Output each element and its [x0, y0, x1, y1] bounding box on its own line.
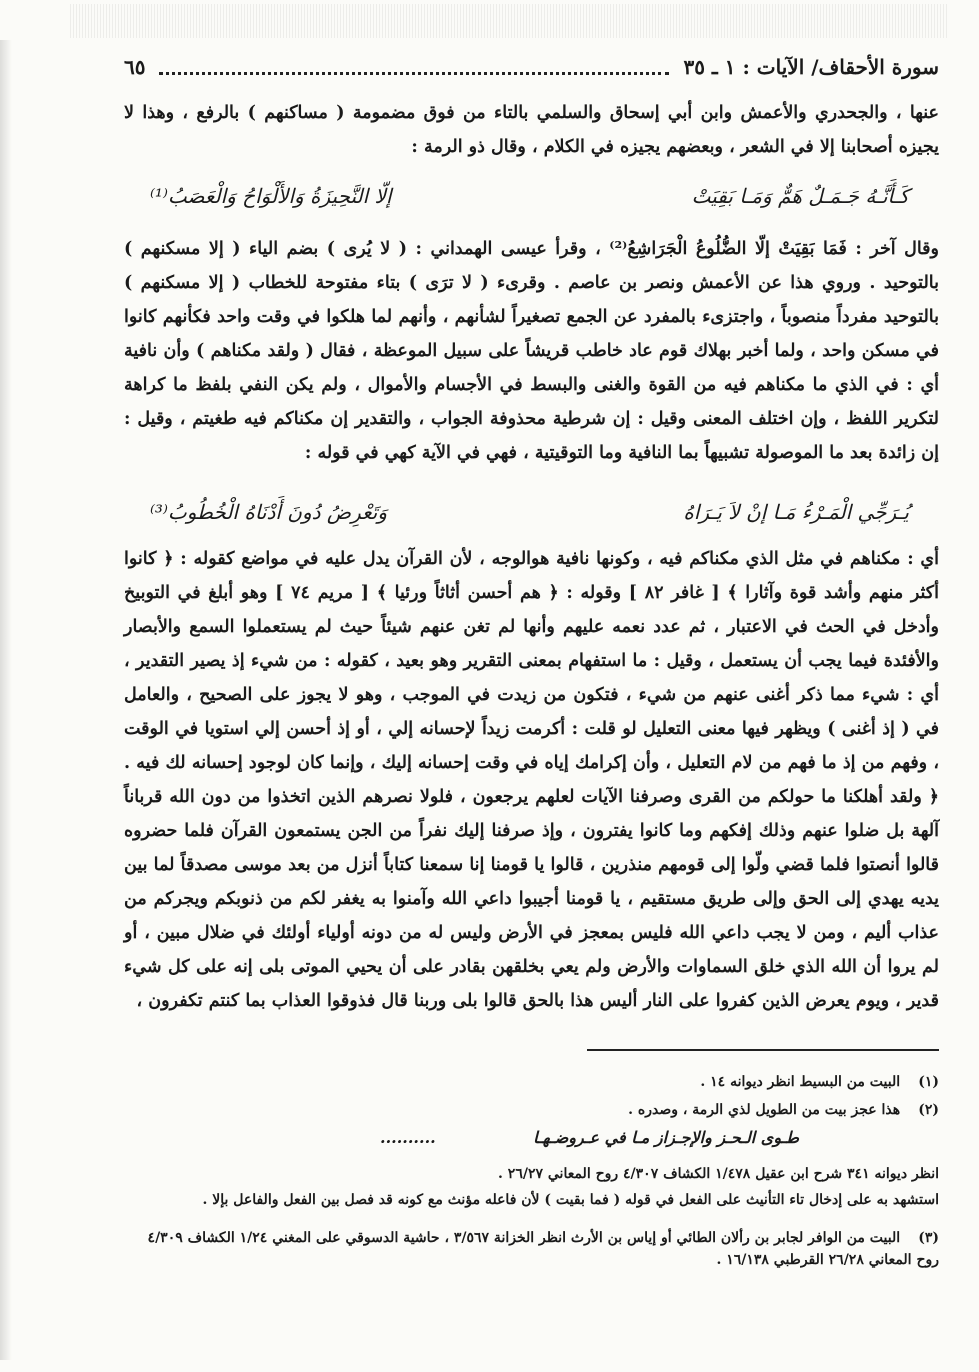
poetry-verse-1 [150, 176, 909, 216]
footnote-2-number: (٢) [918, 1102, 939, 1118]
footnote-2-verse-dots: .......... [380, 1128, 436, 1147]
footnote-2-note: استشهد به على إدخال تاء التأنيث على الفعل في قوله ( فما بقيت ) لأن فاعله مؤنث مع كونه قد فصل بين الفعل والفاعل بإلا . [202, 1192, 939, 1208]
paragraph-1: عنها ، والجحدري والأعمش وابن أبي إسحاق والسلمي بالتاء من فوق مضمومة ( مساكنهم ) بالرفع ، وهذا لا يجيزه أصحابنا إلا في الشعر ، وبعضهم يجيزه في الكلام ، وقال ذو الرمة : [124, 103, 939, 157]
footnote-3-number: (٣) [918, 1230, 939, 1246]
footnote-1 [124, 1071, 939, 1093]
footnote-2-text: هذا عجز بيت من الطويل لذي الرمة ، وصدره . [628, 1102, 901, 1118]
verse-2-first-hemistich: يُـرَجِّي الْمَـرْءُ مَـا إنْ لاَ يَـرَاهُ [683, 500, 909, 524]
footnote-2 [124, 1099, 939, 1121]
paragraph-2: وقال آخر : فَمَا بَقِيَتْ إلّا الضُّلُوعُ الْجَرَاشِعُ⁽²⁾ ، وقرأ عيسى الهمداني : ( لا يُرى ) بضم الياء ( إلا مسكنهم ) بالتوحيد . وروي هذا عن الأعمش ونصر بن عاصم . وقرىء ( لا ترَى ) بتاء مفتوحة للخطاب ( إلا مسكنهم ) بالتوحيد مفرداً منصوباً ، واجتزىء بالمفرد عن الجمع تصغيراً لشأنهم ، وأنهم لما هلكوا في وقت واحد فكأنهم كانوا في مسكن واحد ، ولما أخبر بهلاك قوم عاد خاطب قريشاً على سبيل الموعظة ، فقال ( ولقد مكناهم ) وأن نافية أي : في الذي ما مكناهم فيه من القوة والغنى والبسط في الأجسام والأموال ، ولم يكن النفي بلفظ ما كراهة لتكرير اللفظ ، وإن اختلف المعنى وقيل : إن شرطية محذوفة الجواب ، والتقدير إن مكناكم فيه طغيتم ، وقيل : إن زائدة بعد ما الموصولة تشبيهاً بما النافية وما التوقيتية ، فهي في الآية كهي في قوله : [124, 239, 939, 463]
footnote-2-verse [380, 1127, 799, 1149]
surah-title: سورة الأحقاف/ الآيات : ١ ـ ٣٥ [683, 55, 939, 79]
paragraph-3: أي : مكناهم في مثل الذي مكناكم فيه ، وكونها نافية هوالوجه ، لأن القرآن يدل عليه في مواضع كقوله : ﴿ كانوا أكثر منهم وأشد قوة وآثارا ﴾ [ غافر ٨٢ ] وقوله : ﴿ هم أحسن أثاثاً ورئيا ﴾ [ مريم ٧٤ ] وهو أبلغ في التوبيخ وأدخل في الحث في الاعتبار ، ثم عدد نعمه عليهم وأنها لم تغن عنهم شيئاً حيث لم يستعملوا السمع والأبصار والأفئدة فيما يجب أن يستعمل ، وقيل : ما استفهام بمعنى التقرير وهو بعيد ، كقوله : من شيء إذ يصير التقدير ، أي : شيء مما ذكر أغنى عنهم من شيء ، فتكون من زيدت في الموجب ، وهو لا يجوز على الصحيح ، والعامل في ( إذ أغنى ) ويظهر فيها معنى التعليل لو قلت : أكرمت زيداً لإحسانه إلي ، أو إذ أحسن إلي استويا في الوقت ، وفهم من إذ ما فهم من لام التعليل ، وأن إكرامك إياه في وقت إحسانه إليك ، وإنما كان لوجود إحسانه لك فيه . ﴿ ولقد أهلكنا ما حولكم من القرى وصرفنا الآيات لعلهم يرجعون ، فلولا نصرهم الذين اتخذوا من دون الله قرباناً آلهة بل ضلوا عنهم وذلك إفكهم وما كانوا يفترون ، وإذ صرفنا إليك نفراً من الجن يستمعون القرآن فلما حضروه قالوا أنصتوا فلما قضي ولّوا إلى قومهم منذرين ، قالوا يا قومنا إنا سمعنا كتاباً أنزل من بعد موسى مصدقاً لما بين يديه يهدي إلى الحق وإلى طريق مستقيم ، يا قومنا أجيبوا داعي الله وآمنوا به يغفر لكم من ذنوبكم ويجركم من عذاب أليم ، ومن لا يجب داعي الله فليس بمعجز في الأرض وليس له من دونه أولياء أولئك في ضلال مبين ، أو لم يروا أن الله الذي خلق السماوات والأرض ولم يعي بخلقهن بقادر على أن يحيي الموتى بلى إنه على كل شيء قدير ، ويوم يعرض الذين كفروا على النار أليس هذا بالحق قالوا بلى وربنا قال فذوقوا العذاب بما كنتم تكفرون ، [124, 549, 939, 1011]
page-scan-edge [70, 4, 949, 38]
footnote-separator [587, 1049, 939, 1051]
page-binding-shadow [0, 40, 12, 1360]
footnote-1-text: البيت من البسيط انظر ديوانه ١٤ . [700, 1074, 901, 1090]
header-dotted-leader [159, 60, 669, 75]
footnote-3-text: البيت من الوافر لجابر بن رألان الطائي أو إياس بن الأرث انظر الخزانة ٣/٥٦٧ ، حاشية الدسوقي على المغني ١/٢٤ الكشاف ٤/٣٠٩ روح المعاني ٢٦/٢٨ القرطبي ١٦/١٣٨ . [147, 1230, 939, 1268]
verse-1-second-hemistich: إلّا النَّحِيزَةُ وَالأَلْوَاحُ وَالْعَصَبُ⁽¹⁾ [150, 184, 392, 208]
footnote-3 [124, 1227, 939, 1291]
verse-2-second-hemistich: وَتَعْرِضُ دُونَ أَدْنَاهُ الْخُطُوبُ⁽³⁾ [150, 500, 388, 524]
footnote-2-reference: انظر ديوانه ٣٤١ شرح ابن عقيل ١/٤٧٨ الكشاف ٤/٣٠٧ روح المعاني ٢٦/٢٧ . [498, 1166, 939, 1182]
footnote-1-number: (١) [918, 1074, 939, 1090]
footnote-2-verse-first: طـوى الـحـز والإجـزاز مـا في عـروضـهـا [533, 1128, 799, 1147]
poetry-verse-2 [150, 492, 909, 532]
running-header [124, 50, 939, 84]
page-number: ٦٥ [124, 55, 146, 79]
verse-1-first-hemistich: كَـأَنَّـهُ جَـمَـلٌ هَمٌّ وَمَـا بَقِيَتْ [691, 184, 909, 208]
